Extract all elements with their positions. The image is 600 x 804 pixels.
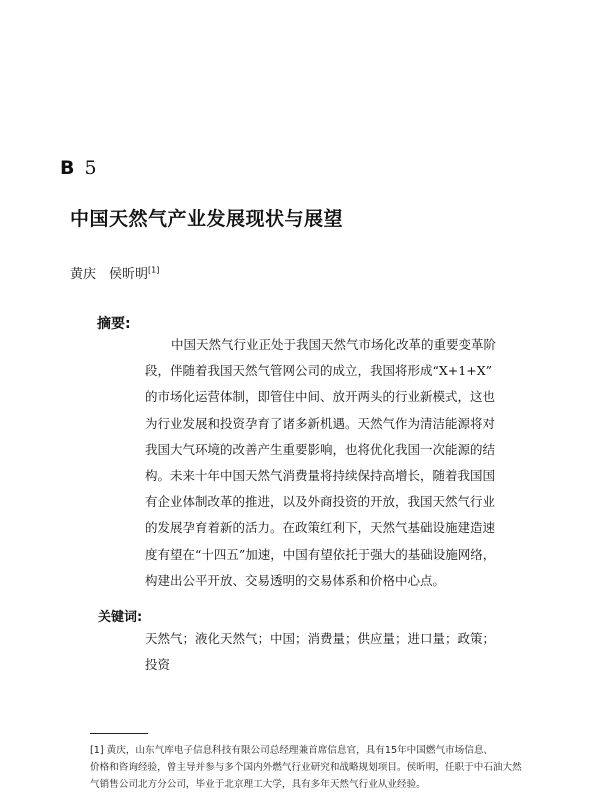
abstract-line: 构。未来十年中国天然气消费量将持续保持高增长，随着我国国 bbox=[145, 467, 496, 483]
abstract-line: 我国大气环境的改善产生重要影响，也将优化我国一次能源的结 bbox=[145, 441, 496, 457]
abstract-line: 度有望在“十四五”加速，中国有望依托于强大的基础设施网络， bbox=[145, 546, 496, 562]
abstract-line: 构建出公平开放、交易透明的交易体系和价格中心点。 bbox=[145, 572, 446, 588]
footnote-line: 气销售公司北方分公司，毕业于北京理工大学，具有多年天然气行业从业经验。 bbox=[90, 779, 426, 790]
author-footnote-ref: [1] bbox=[148, 265, 160, 275]
keywords-line: 投资 bbox=[145, 657, 171, 672]
author-footnote bbox=[90, 742, 562, 793]
abstract-label: 摘要: bbox=[97, 316, 131, 332]
footnote-divider bbox=[90, 733, 148, 734]
author-names: 黄庆 侯昕明 bbox=[70, 267, 149, 282]
abstract-line: 为行业发展和投资孕育了诸多新机遇。天然气作为清洁能源将对 bbox=[145, 415, 496, 431]
abstract-line: 有企业体制改革的推进，以及外商投资的开放，我国天然气行业 bbox=[145, 494, 496, 510]
abstract-line: 的市场化运营体制，即管住中间、放开两头的行业新模式，这也 bbox=[145, 389, 496, 405]
report-code-prefix: B bbox=[60, 157, 77, 179]
abstract-line: 段，伴随着我国天然气管网公司的成立，我国将形成“X+1+X” bbox=[145, 363, 492, 379]
footnote-line: 价格和咨询经验，曾主导并参与多个国内外燃气行业研究和战略规划项目。侯昕明，任职于中石油大然 bbox=[90, 762, 522, 773]
article-title: 中国天然气产业发展现状与展望 bbox=[70, 208, 344, 230]
report-code-number: 5 bbox=[84, 157, 99, 179]
abstract-line: 中国天然气行业正处于我国天然气市场化改革的重要变革阶 bbox=[171, 337, 497, 352]
keywords-label: 关键词: bbox=[98, 610, 143, 625]
abstract-line: 的发展孕育着新的活力。在政策红利下，天然气基础设施建造速 bbox=[145, 520, 496, 536]
abstract-body bbox=[145, 332, 543, 594]
keywords-body bbox=[145, 626, 543, 678]
report-code bbox=[60, 157, 99, 179]
footnote-line: [1] 黄庆，山东气库电子信息科技有限公司总经理兼首席信息官，具有15年中国燃气市场信息、 bbox=[90, 745, 494, 756]
keywords-line: 天然气；液化天然气；中国；消费量；供应量；进口量；政策； bbox=[145, 631, 496, 646]
authors-line bbox=[70, 263, 159, 282]
